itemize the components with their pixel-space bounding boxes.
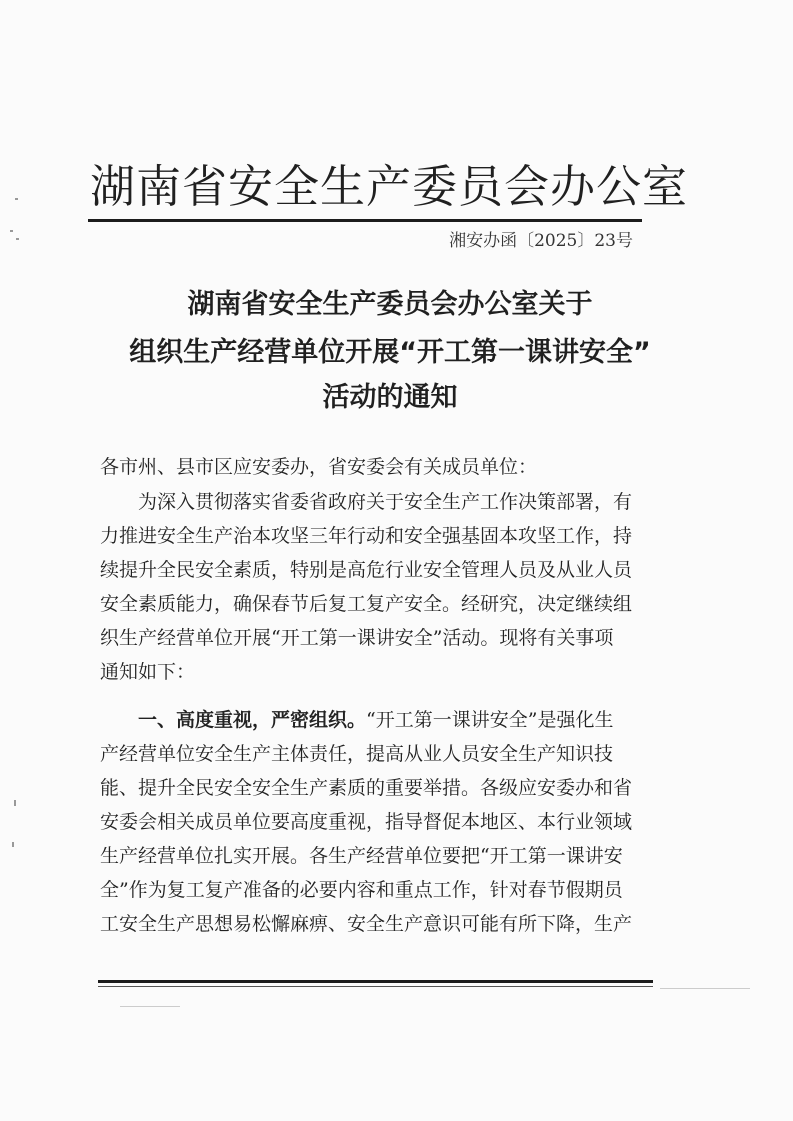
paragraph-1 bbox=[100, 485, 660, 689]
paragraph-line: 织生产经营单位开展“开工第一课讲安全”活动。现将有关事项 bbox=[100, 627, 614, 649]
paragraph-line: 力推进安全生产治本攻坚三年行动和安全强基固本攻坚工作，持 bbox=[100, 525, 633, 547]
scan-speck bbox=[14, 800, 16, 806]
document-number: 湘安办函〔2025〕23号 bbox=[449, 231, 633, 251]
salutation bbox=[100, 450, 660, 484]
paragraph-line: 全”作为复工复产准备的必要内容和重点工作，针对春节假期员 bbox=[100, 879, 623, 901]
paragraph-line: 安委会相关成员单位要高度重视，指导督促本地区、本行业领域 bbox=[100, 811, 633, 833]
paragraph-line: 为深入贯彻落实省委省政府关于安全生产工作决策部署，有 bbox=[138, 491, 633, 513]
paragraph-2 bbox=[100, 703, 660, 941]
footer-rule-thick bbox=[98, 980, 653, 983]
paragraph-line: 工安全生产思想易松懈麻痹、安全生产意识可能有所下降，生产 bbox=[100, 913, 633, 935]
scan-speck bbox=[15, 198, 18, 200]
title-line-3: 活动的通知 bbox=[322, 382, 458, 413]
scan-speck bbox=[120, 1006, 180, 1007]
paragraph-line bbox=[100, 703, 660, 737]
paragraph-line: 续提升全民安全素质，特别是高危行业安全管理人员及从业人员 bbox=[100, 559, 633, 581]
title-line-1: 湖南省安全生产委员会办公室关于 bbox=[187, 289, 593, 320]
paragraph-line: 安全素质能力，确保春节后复工复产安全。经研究，决定继续组 bbox=[100, 593, 633, 615]
title-line-2: 组织生产经营单位开展“开工第一课讲安全” bbox=[129, 337, 651, 368]
salutation-text: 各市州、县市区应安委办，省安委会有关成员单位： bbox=[100, 456, 538, 478]
paragraph-line: 产经营单位安全生产主体责任，提高从业人员安全生产知识技 bbox=[100, 743, 614, 765]
paragraph-line: 通知如下： bbox=[100, 661, 196, 683]
paragraph-line: 能、提升全民安全安全生产素质的重要举措。各级应安委办和省 bbox=[100, 777, 633, 799]
section-heading: 一、高度重视，严密组织。 bbox=[138, 709, 367, 731]
scan-speck bbox=[12, 842, 14, 847]
paragraph-line: 生产经营单位扎实开展。各生产经营单位要把“开工第一课讲安 bbox=[100, 845, 623, 867]
masthead-title: 湖南省安全生产委员会办公室 bbox=[90, 160, 689, 213]
masthead-rule bbox=[88, 219, 642, 222]
scan-speck bbox=[660, 988, 750, 989]
paragraph-line-text: “开工第一课讲安全”是强化生 bbox=[366, 709, 614, 731]
scan-speck bbox=[10, 230, 13, 232]
scan-speck bbox=[16, 238, 19, 240]
footer-rule-thin bbox=[98, 986, 653, 987]
